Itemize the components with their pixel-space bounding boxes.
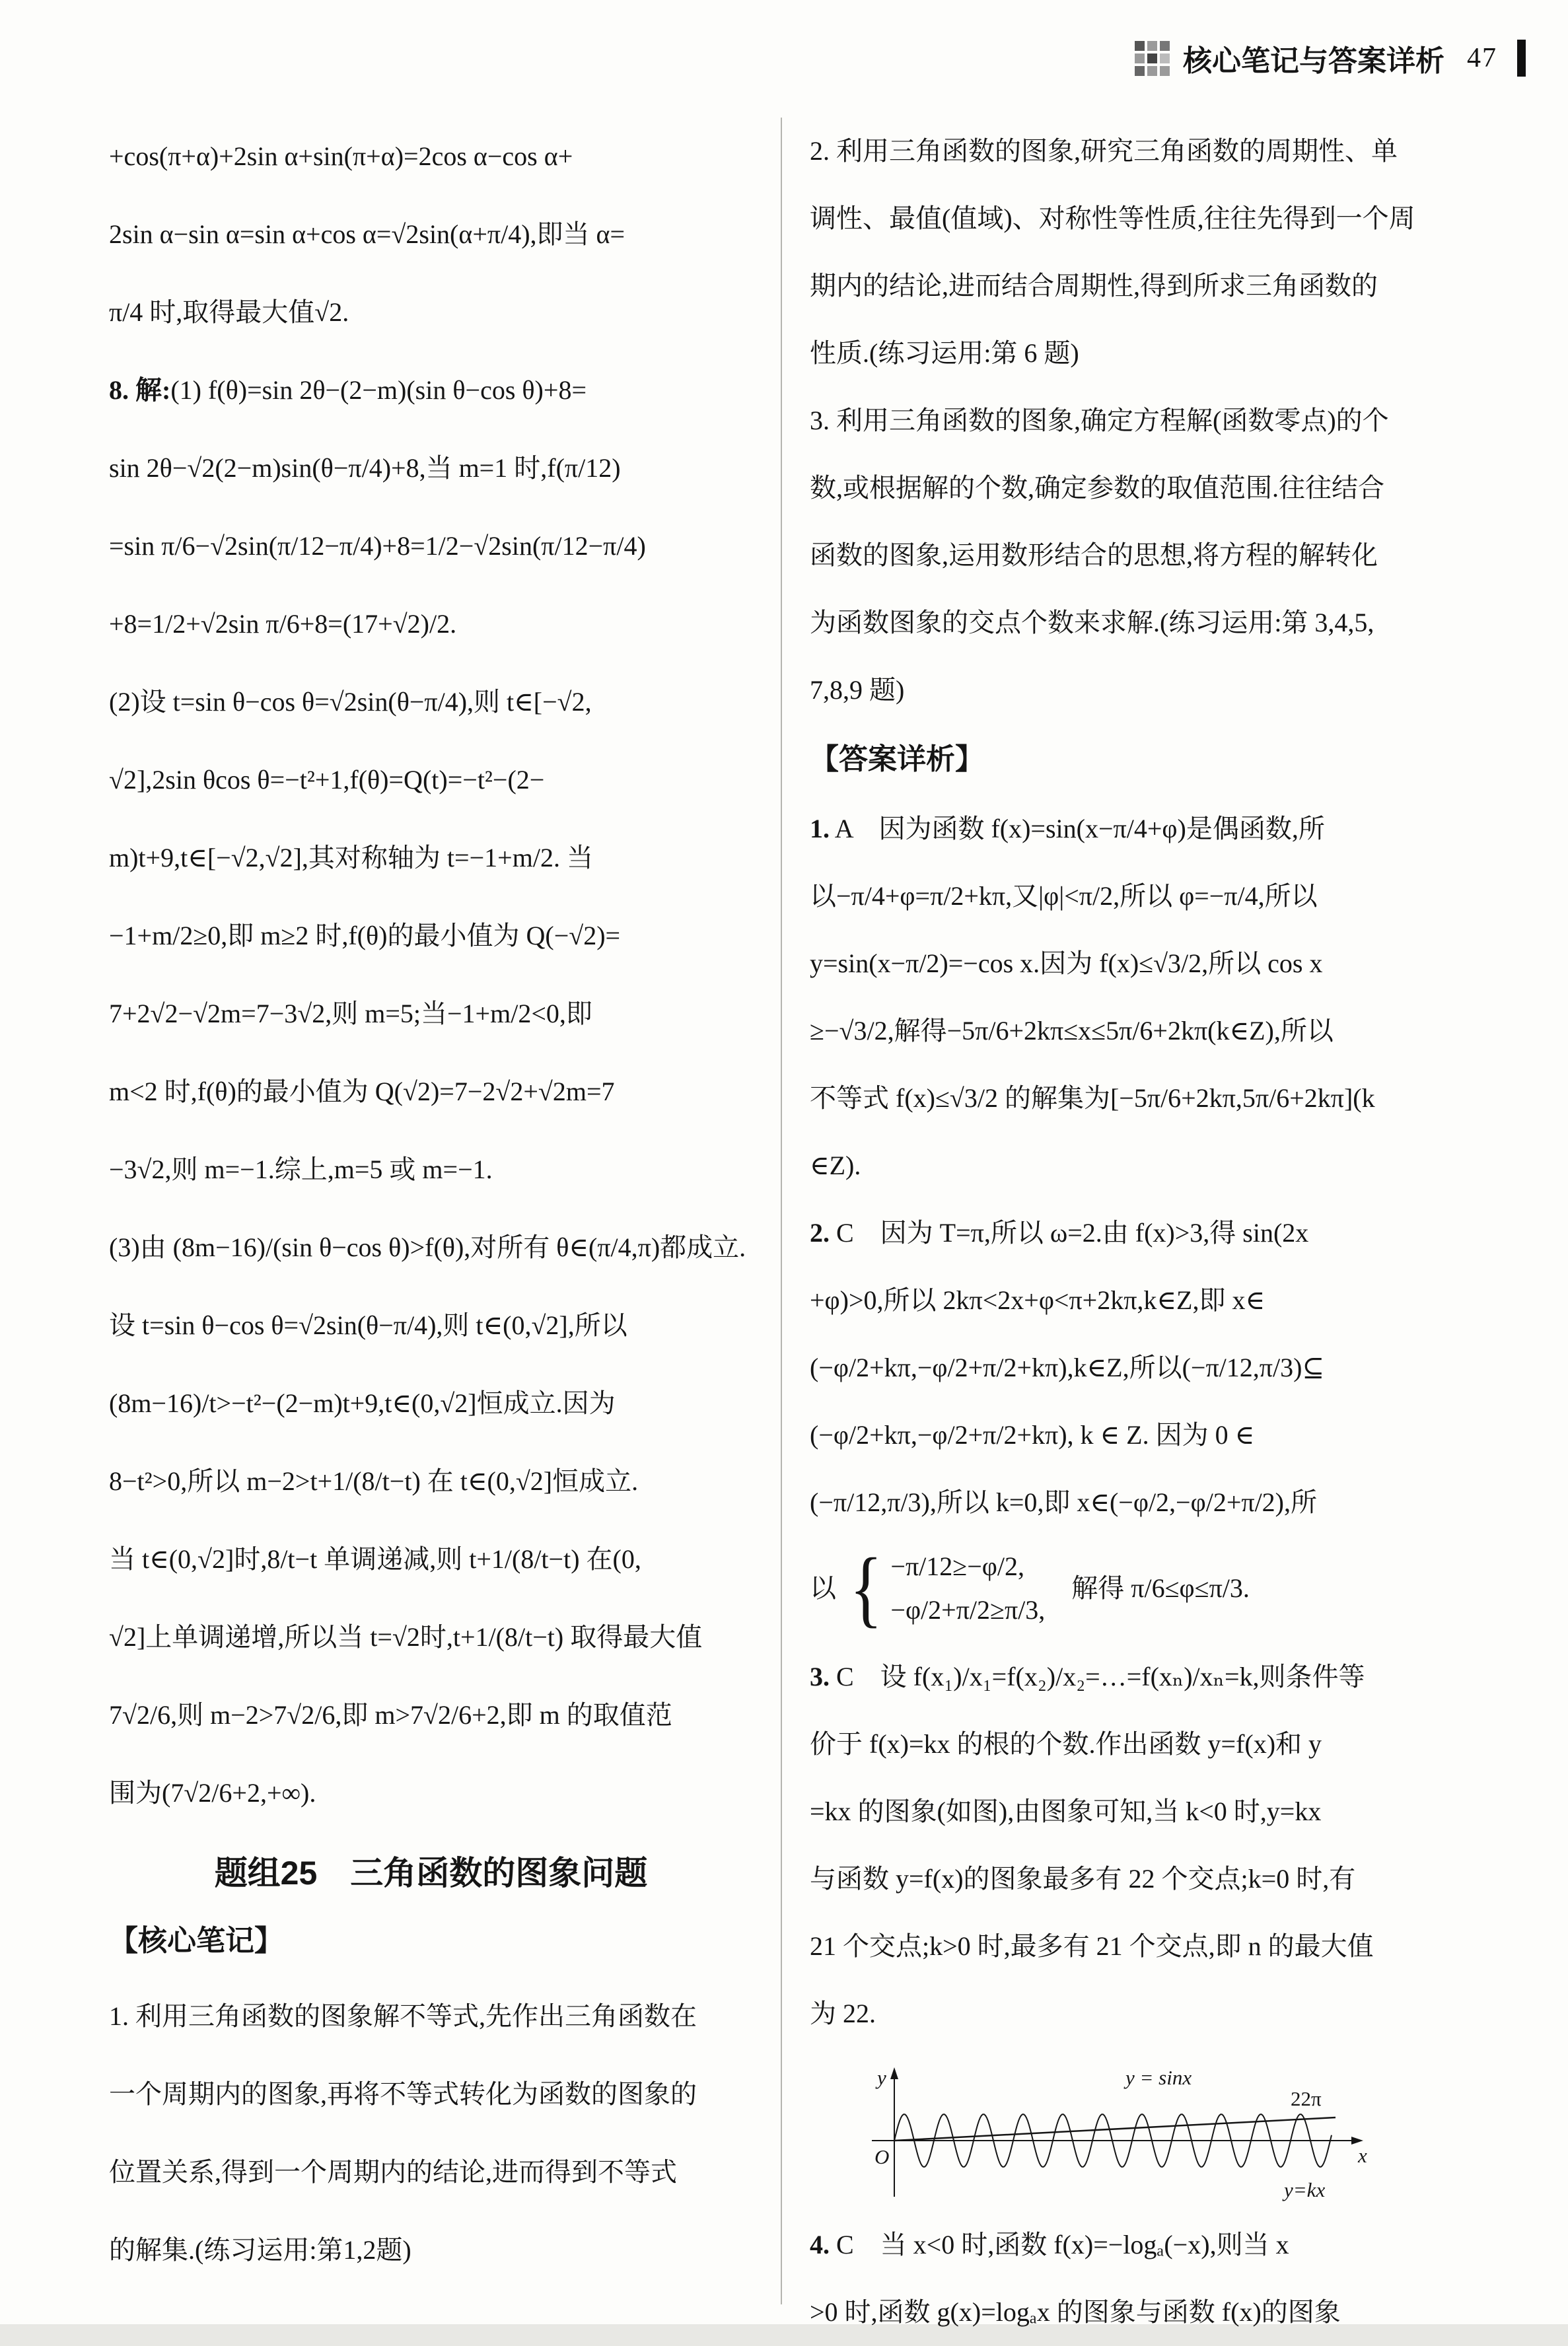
system-conditions — [890, 1548, 1045, 1629]
text-line: 位置关系,得到一个周期内的结论,进而得到不等式 — [109, 2157, 677, 2187]
text-line: 围为(7√2/6+2,+∞). — [109, 1778, 316, 1808]
answers-label: 【答案详析】 — [810, 743, 984, 775]
answer-2-text — [810, 1199, 1469, 1536]
page-number: 47 — [1467, 43, 1497, 73]
y-axis-arrow-icon — [890, 2067, 898, 2079]
text-line: +φ)>0,所以 2kπ<2x+φ<π+2kπ,k∈Z,即 x∈ — [810, 1285, 1265, 1315]
system-condition-2: −φ/2+π/2≥π/3, — [890, 1595, 1046, 1625]
column-divider — [781, 118, 782, 2304]
text-line: 4. C 当 x<0 时,函数 f(x)=−logₐ(−x),则当 x — [810, 2230, 1289, 2259]
left-continued-solution — [109, 118, 753, 1832]
answer-1-text — [810, 795, 1469, 1199]
header-bar — [1517, 40, 1526, 77]
answer-4-text — [810, 2211, 1469, 2346]
system-prefix: 以 — [810, 1573, 836, 1603]
text-line: ≥−√3/2,解得−5π/6+2kπ≤x≤5π/6+2kπ(k∈Z),所以 — [810, 1016, 1334, 1046]
figure-sinx-label: y = sinx — [1125, 2066, 1192, 2089]
system-result: 解得 π/6≤φ≤π/3. — [1071, 1573, 1250, 1603]
sine-graph-figure — [848, 2065, 1390, 2205]
text-line: π/4 时,取得最大值√2. — [109, 297, 349, 327]
header-title: 核心笔记与答案详析 — [1183, 45, 1444, 77]
figure-y-label: y — [877, 2066, 886, 2089]
figure-origin-label: O — [874, 2145, 890, 2168]
text-line: √2],2sin θcos θ=−t²+1,f(θ)=Q(t)=−t²−(2− — [109, 765, 545, 795]
text-line: 当 t∈(0,√2]时,8/t−t 单调递减,则 t+1/(8/t−t) 在(0, — [109, 1544, 641, 1574]
text-line: m<2 时,f(θ)的最小值为 Q(√2)=7−2√2+√2m=7 — [109, 1077, 615, 1106]
right-column — [810, 118, 1469, 2327]
text-line: 与函数 y=f(x)的图象最多有 22 个交点;k=0 时,有 — [810, 1864, 1356, 1894]
figure-kx-label: y=kx — [1284, 2178, 1326, 2201]
text-line: ∈Z). — [810, 1151, 861, 1180]
text-line: 设 t=sin θ−cos θ=√2sin(θ−π/4),则 t∈(0,√2],所以 — [109, 1310, 627, 1340]
text-line: 2. 利用三角函数的图象,研究三角函数的周期性、单 — [810, 136, 1398, 166]
text-line: 不等式 f(x)≤√3/2 的解集为[−5π/6+2kπ,5π/6+2kπ](k — [810, 1083, 1375, 1113]
sine-graph-svg — [848, 2065, 1390, 2205]
text-line: y=sin(x−π/2)=−cos x.因为 f(x)≤√3/2,所以 cos x — [810, 948, 1323, 978]
section-heading: 题组25 三角函数的图象问题 — [214, 1855, 648, 1892]
core-notes-continued — [810, 118, 1469, 724]
text-line: 3. 利用三角函数的图象,确定方程解(函数零点)的个 — [810, 406, 1389, 435]
text-line: 为 22. — [810, 1999, 876, 2028]
text-line: +cos(π+α)+2sin α+sin(π+α)=2cos α−cos α+ — [109, 141, 573, 171]
text-line: 价于 f(x)=kx 的根的个数.作出函数 y=f(x)和 y — [810, 1729, 1322, 1759]
text-line: =kx 的图象(如图),由图象可知,当 k<0 时,y=kx — [810, 1796, 1322, 1826]
text-line: >0 时,函数 g(x)=logₐx 的图象与函数 f(x)的图象 — [810, 2297, 1341, 2327]
text-line: 7,8,9 题) — [810, 675, 905, 705]
text-line: −3√2,则 m=−1.综上,m=5 或 m=−1. — [109, 1155, 493, 1184]
text-line: −1+m/2≥0,即 m≥2 时,f(θ)的最小值为 Q(−√2)= — [109, 921, 621, 950]
page-header — [0, 38, 1526, 78]
figure-x-label: x — [1358, 2144, 1367, 2167]
text-line: (3)由 (8m−16)/(sin θ−cos θ)>f(θ),对所有 θ∈(π/4,π)都成立. — [109, 1232, 746, 1262]
text-line: 1. 利用三角函数的图象解不等式,先作出三角函数在 — [109, 2001, 697, 2031]
text-line: 7+2√2−√2m=7−3√2,则 m=5;当−1+m/2<0,即 — [109, 999, 592, 1028]
text-line: 8−t²>0,所以 m−2>t+1/(8/t−t) 在 t∈(0,√2]恒成立. — [109, 1466, 639, 1496]
text-line: (−φ/2+kπ,−φ/2+π/2+kπ),k∈Z,所以(−π/12,π/3)⊆ — [810, 1353, 1324, 1382]
left-brace: { — [849, 1541, 883, 1636]
text-line: (−φ/2+kπ,−φ/2+π/2+kπ), k ∈ Z. 因为 0 ∈ — [810, 1420, 1255, 1450]
text-line: m)t+9,t∈[−√2,√2],其对称轴为 t=−1+m/2. 当 — [109, 843, 593, 872]
grid-icon — [1135, 41, 1170, 76]
text-line: 性质.(练习运用:第 6 题) — [810, 338, 1079, 368]
text-line: 2. C 因为 T=π,所以 ω=2.由 f(x)>3,得 sin(2x — [810, 1218, 1309, 1248]
text-line: 一个周期内的图象,再将不等式转化为函数的图象的 — [109, 2079, 697, 2109]
core-notes-text — [109, 1977, 753, 2289]
system-condition-1: −π/12≥−φ/2, — [890, 1551, 1024, 1581]
text-line: sin 2θ−√2(2−m)sin(θ−π/4)+8,当 m=1 时,f(π/12) — [109, 453, 621, 483]
text-line: 8. 解:(1) f(θ)=sin 2θ−(2−m)(sin θ−cos θ)+8= — [109, 375, 587, 405]
inequality-system — [810, 1541, 1469, 1636]
text-line: 21 个交点;k>0 时,最多有 21 个交点,即 n 的最大值 — [810, 1931, 1374, 1961]
text-line: 数,或根据解的个数,确定参数的取值范围.往往结合 — [810, 473, 1384, 503]
text-line: 调性、最值(值域)、对称性等性质,往往先得到一个周 — [810, 203, 1415, 233]
text-line: +8=1/2+√2sin π/6+8=(17+√2)/2. — [109, 609, 457, 639]
core-notes-label: 【核心笔记】 — [109, 1925, 283, 1957]
text-line: (−π/12,π/3),所以 k=0,即 x∈(−φ/2,−φ/2+π/2),所 — [810, 1487, 1318, 1517]
text-line: √2]上单调递增,所以当 t=√2时,t+1/(8/t−t) 取得最大值 — [109, 1622, 703, 1652]
text-line: 期内的结论,进而结合周期性,得到所求三角函数的 — [810, 271, 1378, 301]
text-line: =sin π/6−√2sin(π/12−π/4)+8=1/2−√2sin(π/12−π/4) — [109, 531, 646, 561]
two-column-body — [109, 118, 1469, 2327]
text-line: 以−π/4+φ=π/2+kπ,又|φ|<π/2,所以 φ=−π/4,所以 — [810, 881, 1318, 911]
text-line: (2)设 t=sin θ−cos θ=√2sin(θ−π/4),则 t∈[−√2, — [109, 687, 592, 717]
text-line: 3. C 设 f(x₁)/x₁=f(x₂)/x₂=…=f(xₙ)/xₙ=k,则条件等 — [810, 1662, 1365, 1691]
text-line: 为函数图象的交点个数来求解.(练习运用:第 3,4,5, — [810, 608, 1374, 637]
text-line: 2sin α−sin α=sin α+cos α=√2sin(α+π/4),即当 α= — [109, 219, 625, 249]
answer-3-text — [810, 1643, 1469, 2047]
left-column — [109, 118, 753, 2304]
text-line: 7√2/6,则 m−2>7√2/6,即 m>7√2/6+2,即 m 的取值范 — [109, 1700, 672, 1730]
text-line: 的解集.(练习运用:第1,2题) — [109, 2235, 411, 2265]
text-line: (8m−16)/t>−t²−(2−m)t+9,t∈(0,√2]恒成立.因为 — [109, 1388, 616, 1418]
text-line: 函数的图象,运用数形结合的思想,将方程的解转化 — [810, 540, 1378, 570]
text-line: 1. A 因为函数 f(x)=sin(x−π/4+φ)是偶函数,所 — [810, 814, 1325, 843]
figure-22pi-label: 22π — [1291, 2087, 1322, 2110]
